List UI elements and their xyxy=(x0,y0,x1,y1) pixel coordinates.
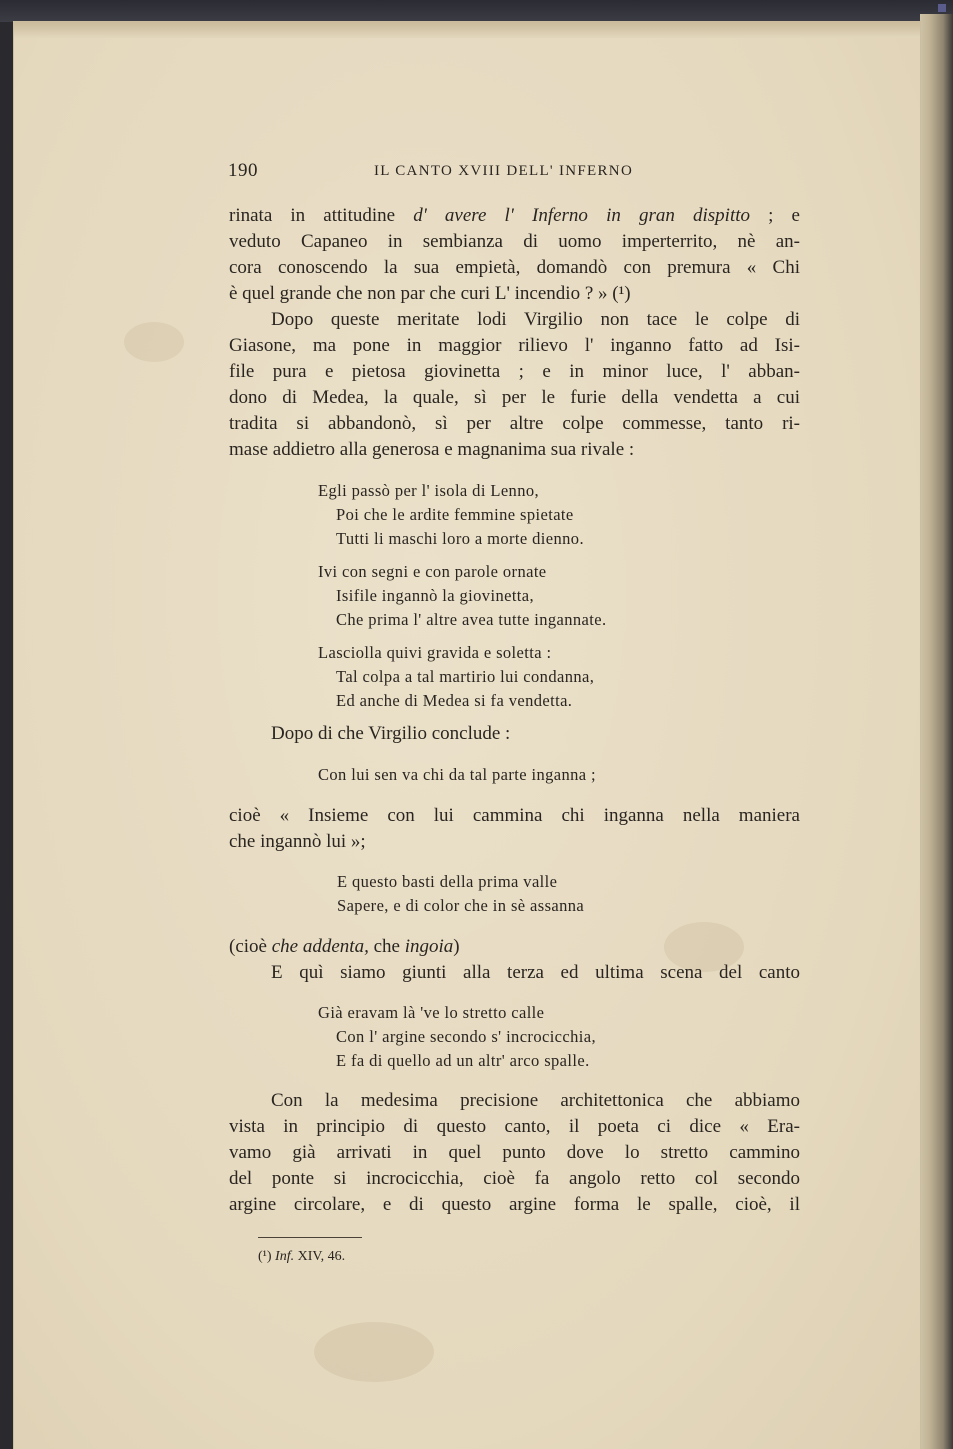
verse-line: Lasciolla quivi gravida e soletta : xyxy=(318,643,552,662)
verse-block-3 xyxy=(337,870,584,918)
text-line: Dopo di che Virgilio conclude : xyxy=(271,723,511,744)
text-line: E quì siamo giunti alla terza ed ultima scena del canto xyxy=(271,962,800,983)
verse-block-2 xyxy=(318,763,596,787)
verse-line: Tal colpa a tal martirio lui condanna, xyxy=(336,667,595,686)
verse-line: Con lui sen va chi da tal parte inganna ; xyxy=(318,765,597,784)
paragraph-2 xyxy=(229,307,800,463)
paragraph-4 xyxy=(229,803,800,855)
page-edge xyxy=(920,14,953,1449)
text-line: del ponte si incrocicchia, cioè fa angolo retto col secondo xyxy=(229,1168,800,1189)
color-calibration-mark xyxy=(938,4,946,12)
page-top-rim xyxy=(14,22,920,38)
paragraph-7 xyxy=(229,1088,800,1218)
footnote xyxy=(258,1249,345,1265)
text-line: dono di Medea, la quale, sì per le furie della vendetta a cui xyxy=(229,387,800,408)
text-line: è quel grande che non par che curi L' incendio ? » (¹) xyxy=(229,283,631,304)
text-line: Dopo queste meritate lodi Virgilio non tace le colpe di xyxy=(271,309,800,330)
text-line: cioè « Insieme con lui cammina chi inganna nella maniera xyxy=(229,805,800,826)
paragraph-3 xyxy=(229,721,800,747)
footnote-marker: (¹) xyxy=(258,1249,272,1264)
verse-line: E questo basti della prima valle xyxy=(337,872,558,891)
paper-stain xyxy=(314,1322,434,1382)
verse-line: Sapere, e di color che in sè assanna xyxy=(337,896,585,915)
verse-line: E fa di quello ad un altr' arco spalle. xyxy=(336,1051,590,1070)
text-line: vista in principio di questo canto, il poeta ci dice « Era- xyxy=(229,1116,800,1137)
scan-background-top xyxy=(0,0,953,22)
text-line: mase addietro alla generosa e magnanima sua rivale : xyxy=(229,439,635,460)
verse-line: Tutti li maschi loro a morte dienno. xyxy=(336,529,584,548)
verse-block-4 xyxy=(318,1001,596,1073)
running-title: IL CANTO XVIII DELL' INFERNO xyxy=(374,163,634,179)
text-line: file pura e pietosa giovinetta ; e in minor luce, l' abban- xyxy=(229,361,800,382)
text-line: rinata in attitudine d' avere l' Inferno in gran dispitto ; e xyxy=(229,205,800,226)
text-line: tradita si abbandonò, sì per altre colpe commesse, tanto ri- xyxy=(229,413,800,434)
italic-gloss: che addenta, xyxy=(271,936,369,957)
verse-line: Già eravam là 've lo stretto calle xyxy=(318,1003,545,1022)
verse-line: Che prima l' altre avea tutte ingannate. xyxy=(336,610,607,629)
verse-line: Isifile ingannò la giovinetta, xyxy=(336,586,535,605)
paragraph-1 xyxy=(229,203,800,307)
text-line: che ingannò lui »; xyxy=(229,831,366,852)
text-line: argine circolare, e di questo argine forma le spalle, cioè, il xyxy=(229,1194,800,1215)
text-line: vamo già arrivati in quel punto dove lo stretto cammino xyxy=(229,1142,800,1163)
verse-line: Ed anche di Medea si fa vendetta. xyxy=(336,691,573,710)
text-line: cora conoscendo la sua empietà, domandò con premura « Chi xyxy=(229,257,800,278)
text-line: veduto Capaneo in sembianza di uomo imperterrito, nè an- xyxy=(229,231,800,252)
paper-stain xyxy=(124,322,184,362)
text-line: (cioè che addenta, che ingoia) xyxy=(229,936,460,957)
verse-line: Egli passò per l' isola di Lenno, xyxy=(318,481,540,500)
italic-gloss: ingoia xyxy=(404,936,454,957)
paragraph-5 xyxy=(229,934,800,986)
italic-quote: d' avere l' Inferno in gran dispitto xyxy=(413,205,751,226)
verse-line: Ivi con segni e con parole ornate xyxy=(318,562,547,581)
text-line: Con la medesima precisione architettonica che abbiamo xyxy=(271,1090,800,1111)
footnote-reference: XIV, 46. xyxy=(294,1249,346,1264)
verse-line: Con l' argine secondo s' incrocicchia, xyxy=(336,1027,597,1046)
text-line: Giasone, ma pone in maggior rilievo l' inganno fatto ad Isi- xyxy=(229,335,800,356)
page-number: 190 xyxy=(228,160,258,181)
footnote-source: Inf. xyxy=(275,1249,295,1264)
footnote-divider xyxy=(258,1237,362,1238)
verse-line: Poi che le ardite femmine spietate xyxy=(336,505,574,524)
verse-block-1 xyxy=(318,479,607,713)
